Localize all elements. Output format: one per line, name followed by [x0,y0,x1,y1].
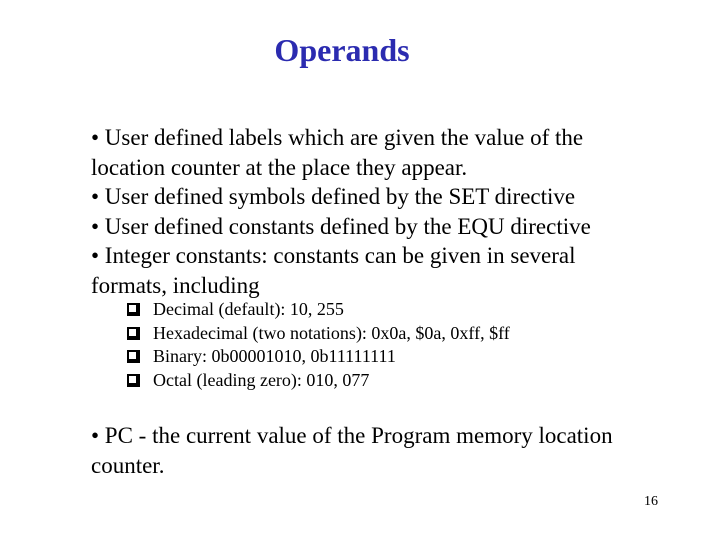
sub-bullet-item [127,369,510,393]
checkbox-square-icon [127,303,140,316]
integer-format-list [127,298,510,392]
bullet-item: • Integer constants: constants can be given in several formats, including [91,243,576,298]
bullet-item: • User defined labels which are given the value of the location counter at the place they appear. [91,125,584,180]
checkbox-square-icon [127,350,140,363]
pc-bullet: • PC - the current value of the Program memory location counter. [91,423,613,478]
sub-bullet-text: Octal (leading zero): 010, 077 [153,369,370,390]
bullet-item: • User defined symbols defined by the SET directive [91,184,576,209]
sub-bullet-item [127,345,510,369]
bullet-item: • User defined constants defined by the EQU directive [91,213,591,239]
sub-bullet-item [127,322,510,346]
sub-bullet-text: Binary: 0b00001010, 0b11111111 [153,346,396,366]
slide-title: Operands [274,32,410,68]
sub-bullet-text: Decimal (default): 10, 255 [153,299,344,319]
sub-bullet-text: Hexadecimal (two notations): 0x0a, $0a, 0xff, $ff [153,322,510,343]
checkbox-square-icon [127,374,140,387]
bullet-list [91,123,651,300]
sub-bullet-item [127,298,510,322]
page-number: 16 [644,494,658,509]
checkbox-square-icon [127,327,140,340]
